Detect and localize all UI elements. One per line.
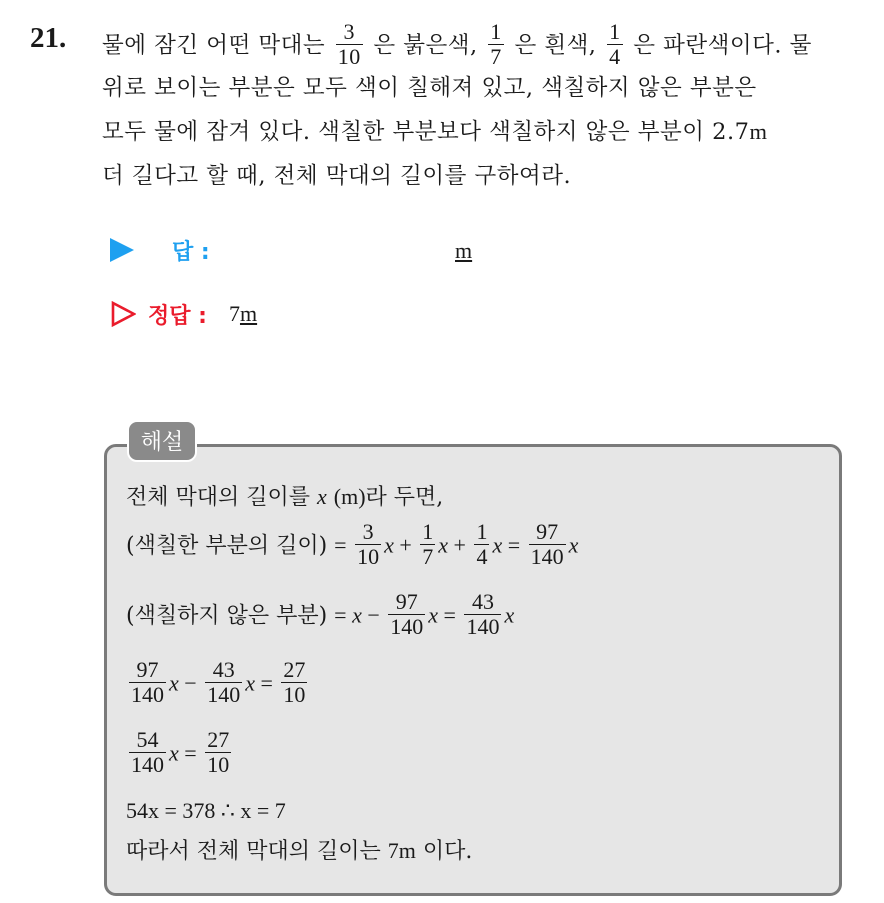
solution-line-4: $\frac{97}{140}$ x − $\frac{43}{140}$ x = $\frac{27}{10}$: [131, 657, 306, 707]
problem-number: 21.: [30, 22, 67, 54]
solution-line-1: 전체 막대의 길이를 x (m)라 두면,: [126, 484, 444, 510]
solution-tag: 해설: [127, 420, 197, 462]
solution-line-6: 54x = 378 ∴ x = 7: [126, 798, 286, 823]
fraction-1-7: $\frac{1}{7}$: [490, 19, 502, 69]
outline-play-icon: [110, 301, 136, 327]
problem-statement: [102, 19, 870, 198]
answer-row: [110, 232, 210, 268]
solution-line-2: (색칠한 부분의 길이) = $\frac{3}{10}$ x + $\frac{1}{7}$ x + $\frac{1}{4}$ x = $\frac{97}{140}$ x: [126, 519, 579, 569]
correct-answer-label: 정답 :: [148, 303, 207, 329]
problem-line-1: 물에 잠긴 어떤 막대는 $\frac{3}{10}$ 은 붉은색, $\frac{1}{7}$ 은 흰색, $\frac{1}{4}$ 은 파란색이다. 물: [102, 19, 812, 69]
solution-line-7: 따라서 전체 막대의 길이는 7m 이다.: [126, 838, 473, 864]
problem-line-2: 위로 보이는 부분은 모두 색이 칠해져 있고, 색칠하지 않은 부분은: [102, 75, 757, 101]
problem-line-4: 더 길다고 할 때, 전체 막대의 길이를 구하여라.: [102, 163, 572, 189]
play-triangle-icon: [110, 238, 134, 262]
fraction-1-4: $\frac{1}{4}$: [609, 19, 621, 69]
correct-answer-row: [110, 296, 257, 332]
solution-line-3: (색칠하지 않은 부분) = x − $\frac{97}{140}$ x = $\frac{43}{140}$ x: [126, 589, 515, 639]
fraction-3-10: $\frac{3}{10}$: [337, 19, 361, 69]
solution-line-5: $\frac{54}{140}$ x = $\frac{27}{10}$: [131, 727, 230, 777]
answer-input[interactable]: m: [455, 238, 473, 263]
answer-label: 답 :: [172, 239, 210, 265]
correct-answer-value: 7m: [228, 301, 258, 326]
problem-line-3: 모두 물에 잠겨 있다. 색칠한 부분보다 색칠하지 않은 부분이 2.7m: [102, 119, 768, 145]
